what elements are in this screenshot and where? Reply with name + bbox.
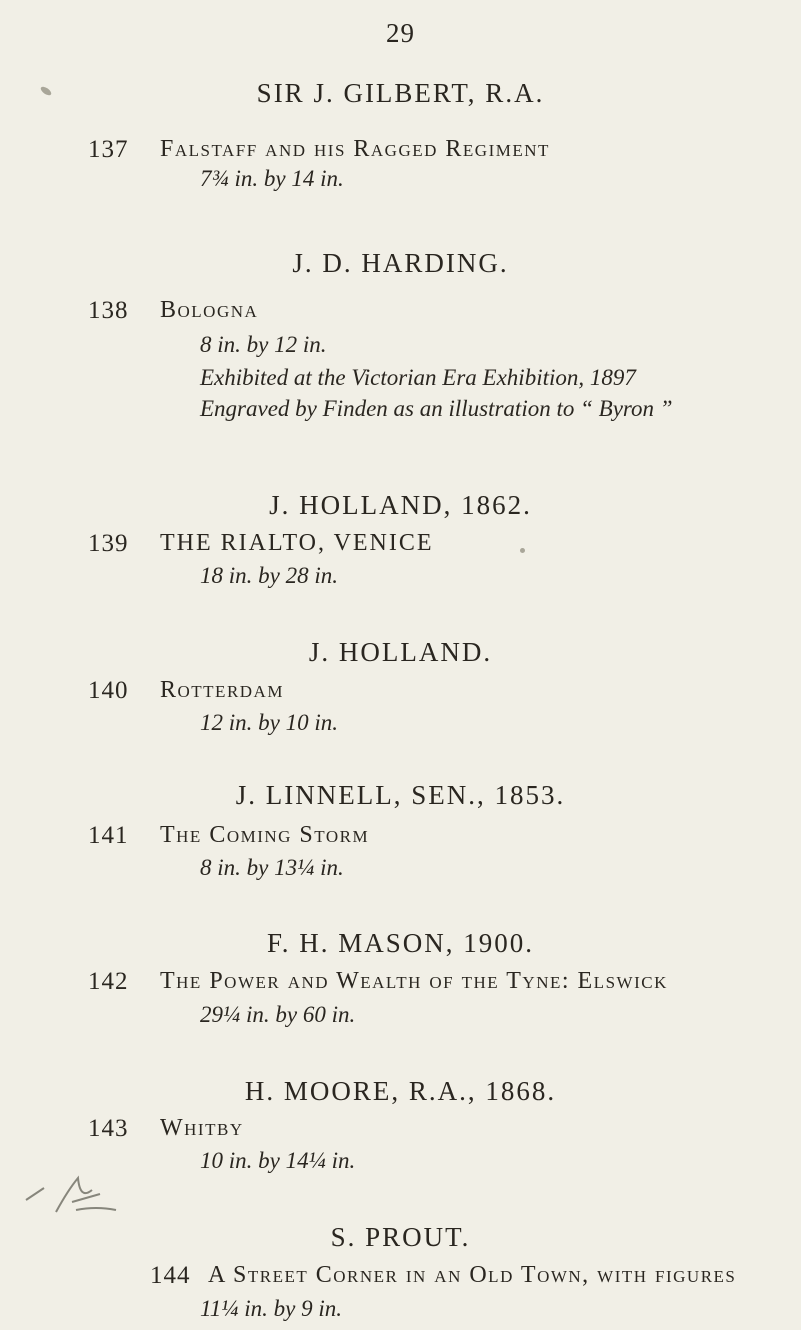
entry-detail: 29¼ in. by 60 in. [200,1002,356,1027]
entry-detail: Exhibited at the Victorian Era Exhibition, 1897 [200,365,636,390]
entry-detail: 7¾ in. by 14 in. [200,166,344,191]
entry-detail: 8 in. by 12 in. [200,332,327,357]
lot-number: 140 [88,677,129,704]
entry-title: Whitby [160,1115,244,1141]
entry-detail: 8 in. by 13¼ in. [200,855,344,880]
entry-detail: 12 in. by 10 in. [200,710,338,735]
lot-number: 137 [88,136,129,163]
artist-heading: SIR J. GILBERT, R.A. [256,78,545,108]
entry-title: Falstaff and his Ragged Regiment [160,136,550,162]
lot-number: 138 [88,297,129,324]
entry-detail: 18 in. by 28 in. [200,563,338,588]
artist-heading: J. HOLLAND. [308,637,493,667]
page-number: 29 [386,18,415,48]
artist-heading: S. PROUT. [330,1222,471,1252]
artist-heading: J. HOLLAND, 1862. [269,490,532,520]
entry-detail: 10 in. by 14¼ in. [200,1148,356,1173]
artist-heading: H. MOORE, R.A., 1868. [244,1076,557,1106]
lot-number: 142 [88,968,129,995]
ink-mark [520,548,525,553]
lot-number: 144 [150,1262,191,1289]
lot-number: 141 [88,822,129,849]
lot-number: 139 [88,530,129,557]
pencil-annotation [16,1160,126,1220]
entry-detail: 11¼ in. by 9 in. [200,1296,343,1321]
artist-heading: F. H. MASON, 1900. [266,928,535,958]
entry-title: Bologna [160,297,259,323]
artist-heading: J. LINNELL, SEN., 1853. [235,780,566,810]
entry-detail: Engraved by Finden as an illustration to “ Byron ” [200,396,673,421]
artist-heading: J. D. HARDING. [292,248,509,278]
entry-title: THE RIALTO, VENICE [160,530,434,556]
lot-number: 143 [88,1115,129,1142]
entry-title: A Street Corner in an Old Town, with figures [208,1262,737,1288]
entry-title: The Coming Storm [160,822,370,848]
entry-title: Rotterdam [160,677,284,703]
entry-title: The Power and Wealth of the Tyne: Elswick [160,968,668,994]
